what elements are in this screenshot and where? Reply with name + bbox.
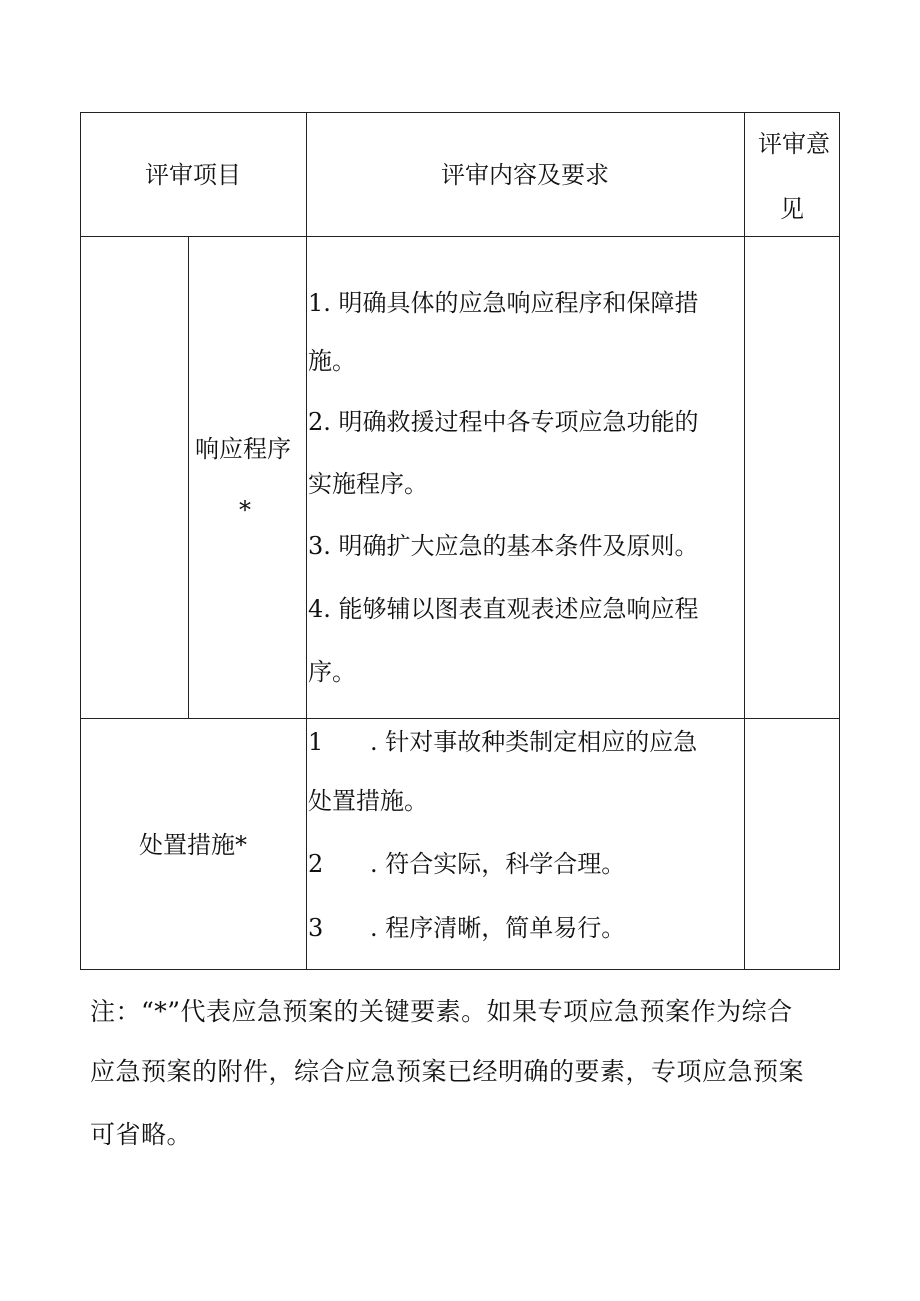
row2-num: 3: [308, 914, 324, 942]
note-line: 应急预案的附件，综合应急预案已经明确的要素，专项应急预案: [90, 1057, 805, 1086]
header-opinion-line2: 见: [780, 195, 804, 223]
table-border-bottom: [80, 969, 840, 970]
row1-content-line: 4. 能够辅以图表直观表述应急响应程: [308, 595, 699, 623]
row2-num: 1: [308, 728, 324, 756]
row2-content-line: [308, 727, 697, 757]
row1-content-line: 2. 明确救援过程中各专项应急功能的: [308, 408, 699, 436]
table-border-subcol: [188, 236, 189, 718]
row2-text: . 针对事故种类制定相应的应急: [370, 728, 698, 756]
header-content: 评审内容及要求: [441, 161, 609, 189]
row2-content-line: [308, 913, 625, 943]
row1-content-line: 1. 明确具体的应急响应程序和保障措: [308, 289, 699, 317]
header-opinion-line1: 评审意: [758, 130, 830, 158]
row2-text: . 符合实际，科学合理。: [370, 850, 626, 878]
table-border-row1-bottom: [80, 718, 840, 719]
row1-item-line1: 响应程序: [195, 435, 291, 463]
row1-content-line: 施。: [308, 347, 356, 375]
row2-num: 2: [308, 850, 324, 878]
table-border-opinion-left: [744, 112, 745, 970]
row2-text: 处置措施。: [308, 787, 428, 815]
note-line: 注：“*”代表应急预案的关键要素。如果专项应急预案作为综合: [90, 997, 793, 1026]
table-border-header-bottom: [80, 236, 840, 237]
row1-content-line: 3. 明确扩大应急的基本条件及原则。: [308, 532, 699, 560]
note-line: 可省略。: [90, 1120, 193, 1149]
table-border-content-left: [306, 112, 307, 970]
table-border-right: [839, 112, 840, 970]
header-item: 评审项目: [145, 161, 241, 189]
row1-content-line: 序。: [308, 658, 356, 686]
row1-content-line: 实施程序。: [308, 470, 428, 498]
row2-text: . 程序清晰，简单易行。: [370, 914, 626, 942]
row1-item-line2: *: [239, 496, 251, 524]
row2-item: 处置措施*: [139, 831, 247, 859]
table-border-top: [80, 112, 840, 113]
row2-content-line: [308, 849, 625, 879]
row2-content-line: [308, 786, 428, 816]
